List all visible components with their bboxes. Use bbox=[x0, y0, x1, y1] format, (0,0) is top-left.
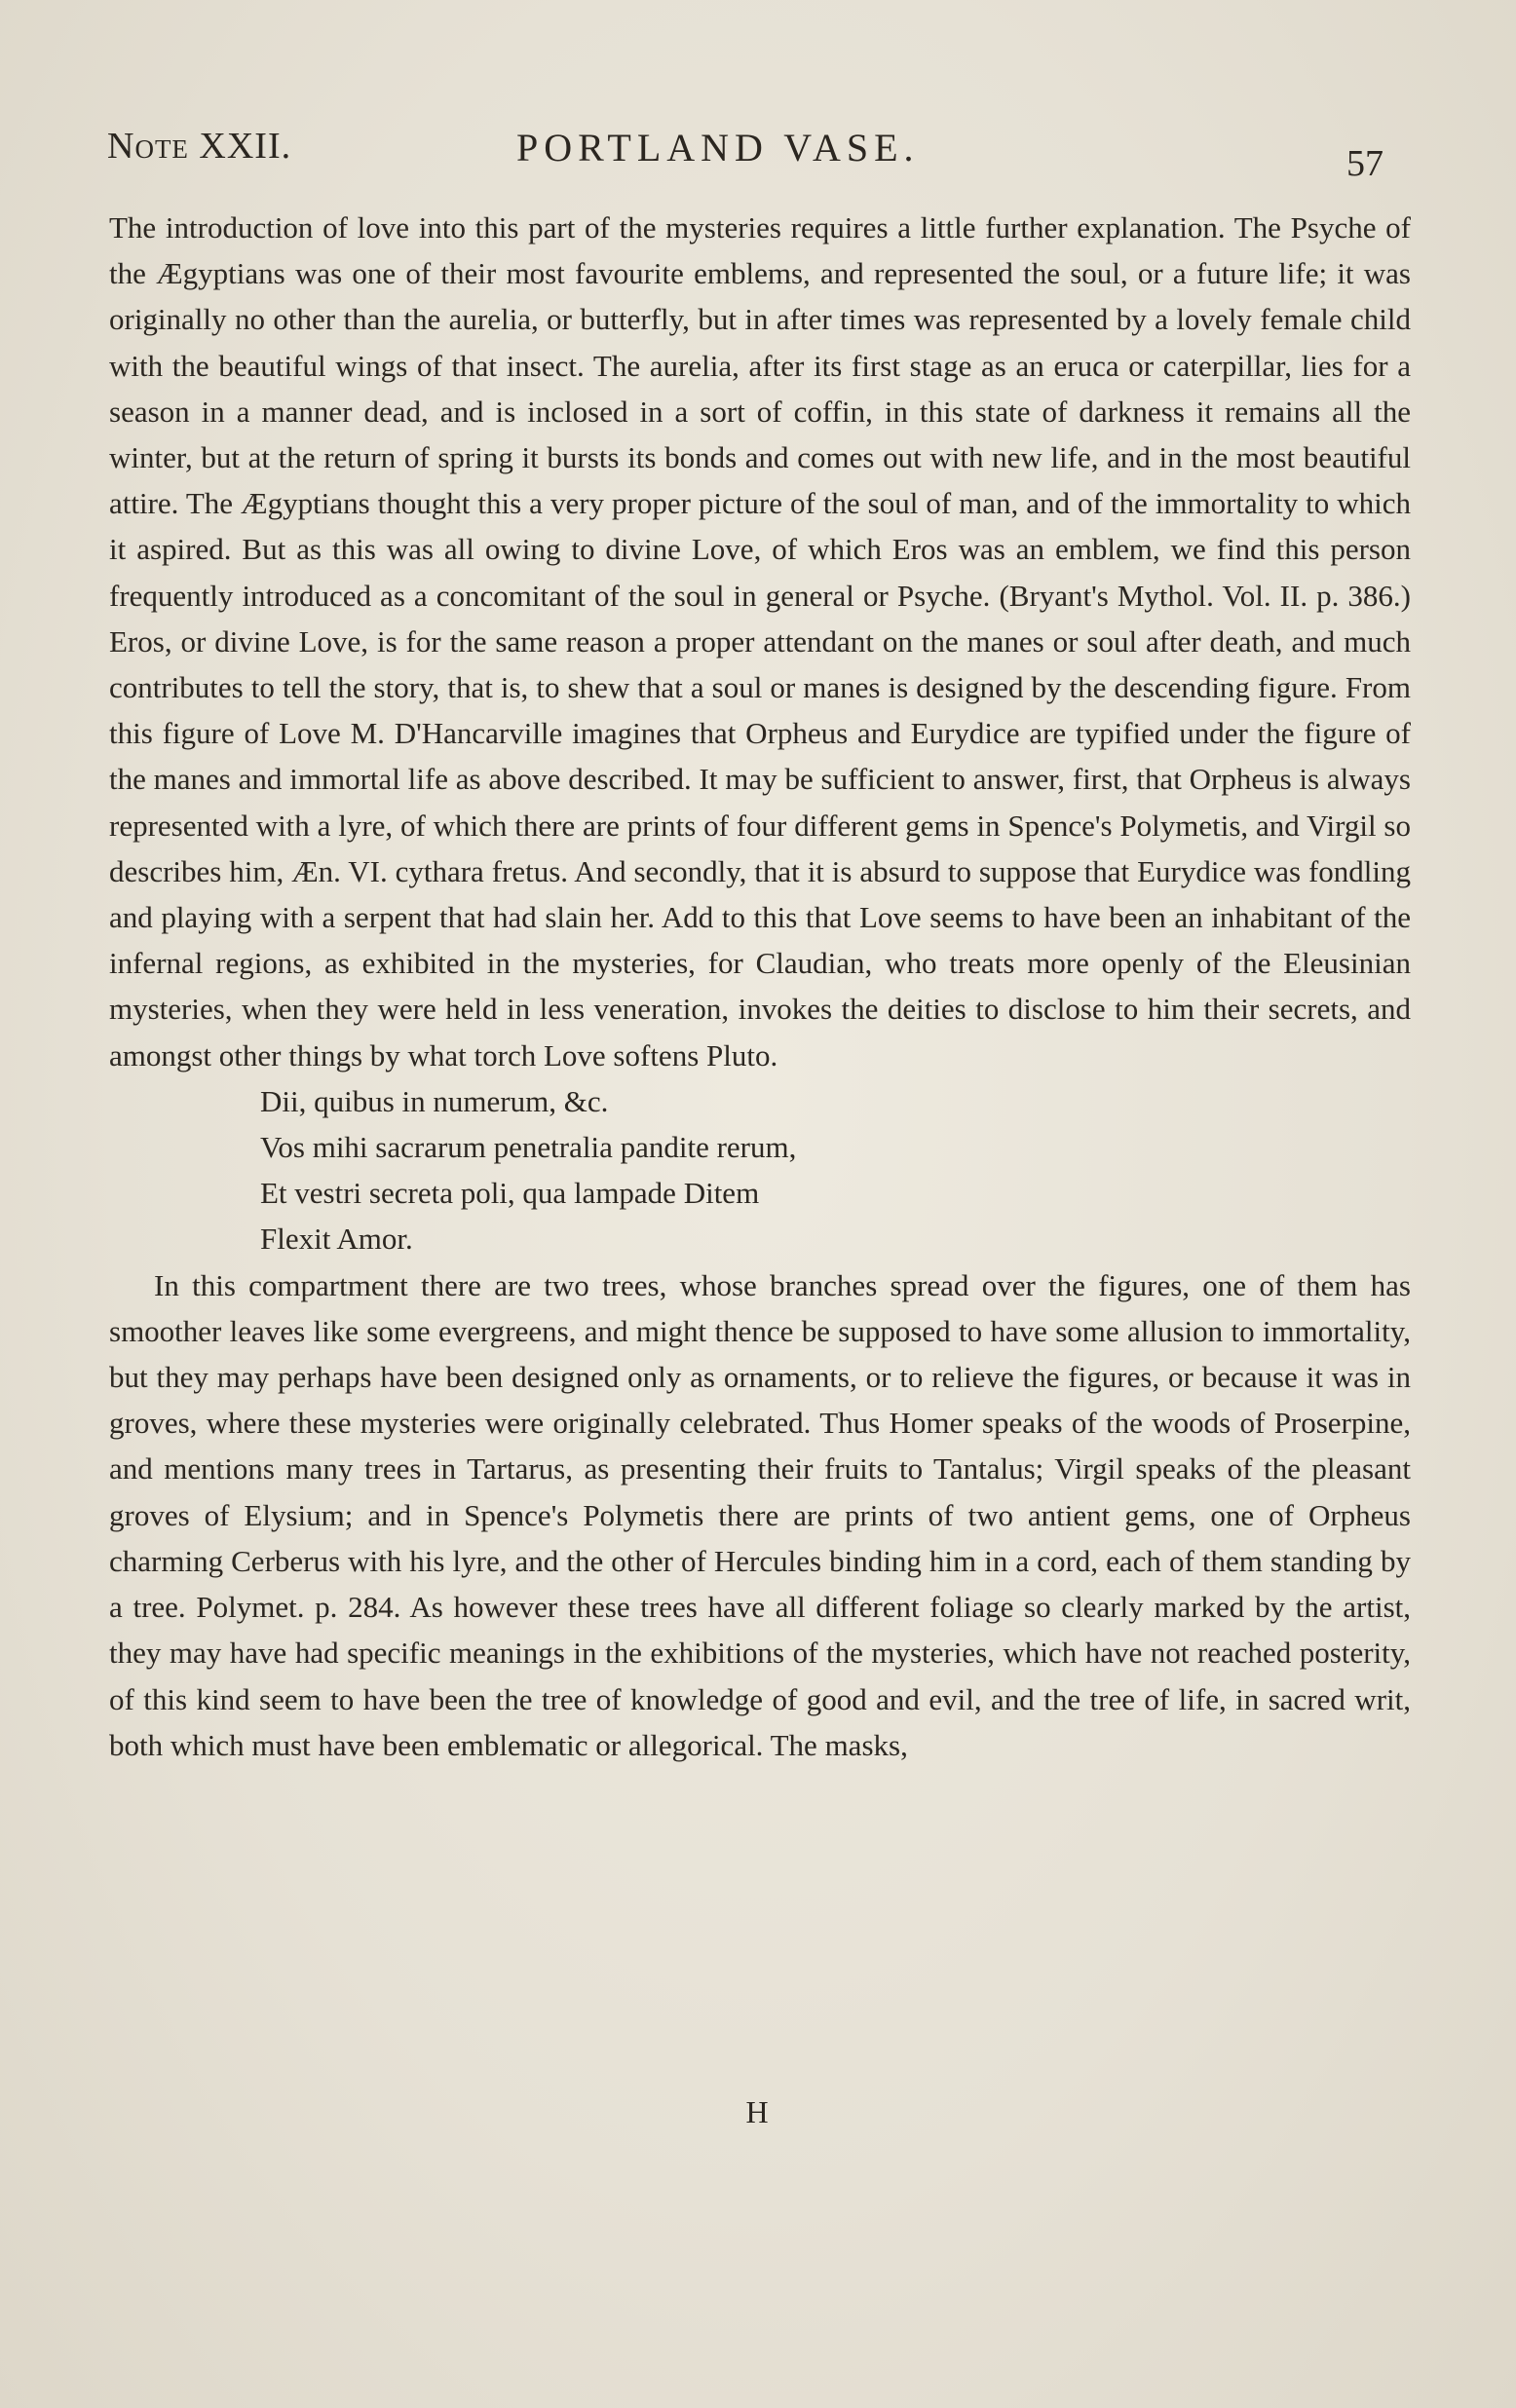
signature-mark: H bbox=[745, 2094, 771, 2129]
verse-line: Flexit Amor. bbox=[260, 1222, 413, 1257]
running-title: PORTLAND VASE. bbox=[516, 126, 920, 169]
verse-line: Et vestri secreta poli, qua lampade Ditem bbox=[260, 1176, 760, 1211]
paragraph-love-explanation: The introduction of love into this part of the mysteries requires a little further explanation. The Psyche of the Ægyptians was one of their most favourite emblems, and represented the soul, or a future life; it was originally no other than the aurelia, or butterfly, but in after times was represented by a lovely female child with the beautiful wings of that insect. The aurelia, after its first stage as an eruca or caterpillar, lies for a season in a manner dead, and is inclosed in a sort of coffin, in this state of darkness it remains all the winter, but at the return of spring it bursts its bonds and comes out with new life, and in the most beautiful attire. The Ægyptians thought this a very proper picture of the soul of man, and of the immortality to which it aspired. But as this was all owing to divine Love, of which Eros was an emblem, we find this person frequently introduced as a concomitant of the soul in general or Psyche. (Bryant's Mythol. Vol. II. p. 386.) Eros, or divine Love, is for the same reason a proper attendant on the manes or soul after death, and much contributes to tell the story, that is, to shew that a soul or manes is designed by the descending figure. From this figure of Love M. D'Hancarville imagines that Orpheus and Eurydice are typified under the figure of the manes and immortal life as above described. It may be sufficient to answer, first, that Orpheus is always represented with a lyre, of which there are prints of four different gems in Spence's Polymetis, and Virgil so describes him, Æn. VI. cythara fretus. And secondly, that it is absurd to suppose that Eurydice was fondling and playing with a serpent that had slain her. Add to this that Love seems to have been an inhabitant of the infernal regions, as exhibited in the mysteries, for Claudian, who treats more openly of the Eleusinian mysteries, when they were held in less veneration, invokes the deities to disclose to him their secrets, and amongst other things by what torch Love softens Pluto. bbox=[109, 210, 1411, 1072]
page-number: 57 bbox=[1346, 143, 1383, 184]
verse-line: Vos mihi sacrarum penetralia pandite rerum, bbox=[260, 1130, 797, 1165]
page-header bbox=[107, 125, 1403, 193]
verse-line: Dii, quibus in numerum, &c. bbox=[260, 1083, 609, 1118]
note-label: Note XXII. bbox=[107, 126, 292, 167]
body-text bbox=[109, 205, 1411, 1768]
paragraph-trees: In this compartment there are two trees, whose branches spread over the figures, one of them has smoother leaves like some evergreens, and might thence be supposed to have some allusion to immortality, but they may perhaps have been designed only as ornaments, or to relieve the figures, or because it was in groves, where these mysteries were originally celebrated. Thus Homer speaks of the woods of Proserpine, and mentions many trees in Tartarus, as presenting their fruits to Tantalus; Virgil speaks of the pleasant groves of Elysium; and in Spence's Polymetis there are prints of two antient gems, one of Orpheus charming Cerberus with his lyre, and the other of Hercules binding him in a cord, each of them standing by a tree. Polymet. p. 284. As however these trees have all different foliage so clearly marked by the artist, they may have had specific meanings in the exhibitions of the mysteries, which have not reached posterity, of this kind seem to have been the tree of knowledge of good and evil, and the tree of life, in sacred writ, both which must have been emblematic or allegorical. The masks, bbox=[109, 1267, 1411, 1762]
